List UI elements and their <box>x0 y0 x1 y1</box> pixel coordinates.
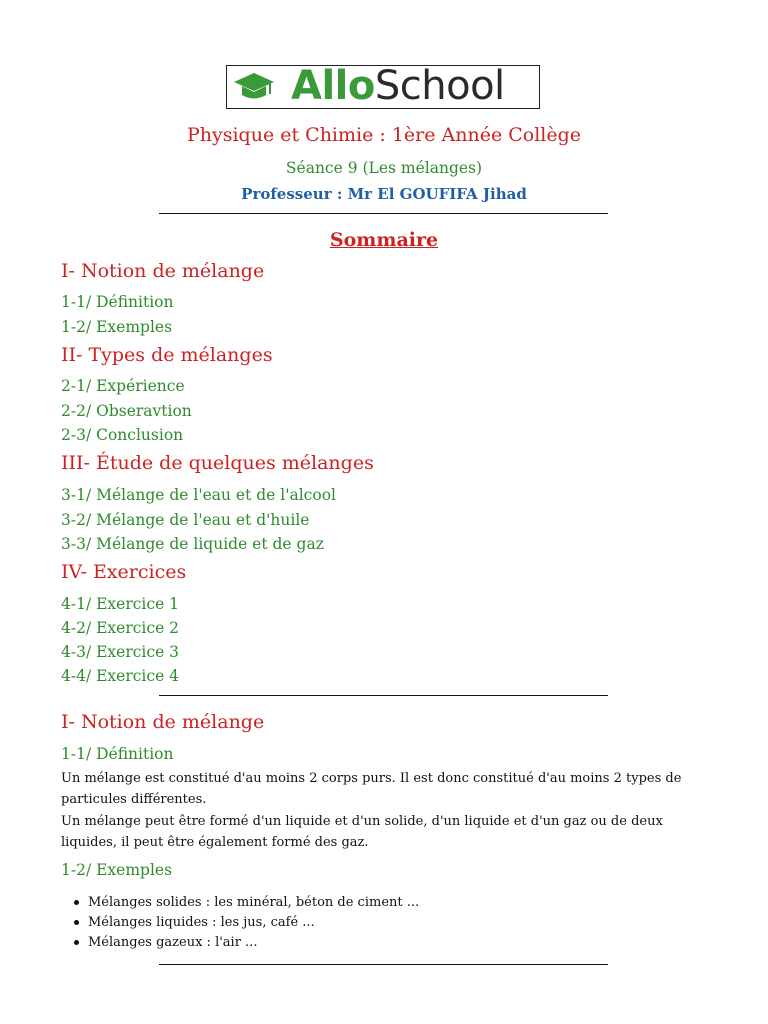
toc-item: 4-4/ Exercice 4 <box>61 667 180 685</box>
document-title: Physique et Chimie : 1ère Année Collège <box>186 124 582 146</box>
bullet-dot <box>74 900 79 905</box>
toc-item: 2-2/ Obseravtion <box>61 402 192 420</box>
graduation-cap-icon <box>233 69 275 105</box>
toc-item: 4-2/ Exercice 2 <box>61 619 180 637</box>
divider <box>159 695 608 696</box>
divider <box>159 213 608 214</box>
toc-item: 3-1/ Mélange de l'eau et de l'alcool <box>61 486 336 504</box>
list-item <box>88 913 419 933</box>
list-item-text: Mélanges gazeux : l'air ... <box>88 935 258 950</box>
toc-item: 3-3/ Mélange de liquide et de gaz <box>61 535 324 553</box>
alloschool-logo <box>226 65 540 109</box>
definition-paragraph: Un mélange est constitué d'au moins 2 corps purs. Il est donc constitué d'au moins 2 types de particules différentes. <box>61 771 682 807</box>
professeur-line: Professeur : Mr El GOUFIFA Jihad <box>241 185 527 203</box>
logo-wordmark <box>291 64 505 108</box>
toc-item: 1-1/ Définition <box>61 293 174 311</box>
subsection-heading: 1-1/ Définition <box>61 745 174 763</box>
section-heading: I- Notion de mélange <box>61 711 265 733</box>
seance-subtitle: Séance 9 (Les mélanges) <box>285 159 483 177</box>
toc-item: 2-3/ Conclusion <box>61 426 184 444</box>
toc-item: 1-2/ Exemples <box>61 318 173 336</box>
toc-section: IV- Exercices <box>61 561 187 583</box>
toc-item: 4-1/ Exercice 1 <box>61 595 180 613</box>
toc-item: 4-3/ Exercice 3 <box>61 643 180 661</box>
subsection-heading: 1-2/ Exemples <box>61 861 173 879</box>
divider <box>159 964 608 965</box>
logo-school: School <box>374 63 505 109</box>
bullet-dot <box>74 940 79 945</box>
toc-section: I- Notion de mélange <box>61 260 265 282</box>
logo-allo: Allo <box>291 63 375 109</box>
definition-paragraph: Un mélange peut être formé d'un liquide et d'un solide, d'un liquide et d'un gaz ou de deux liquides, il peut être également formé des gaz. <box>61 814 663 850</box>
list-item-text: Mélanges solides : les minéral, béton de ciment ... <box>88 895 420 910</box>
toc-item: 2-1/ Expérience <box>61 377 185 395</box>
list-item <box>88 893 419 913</box>
bullet-dot <box>74 920 79 925</box>
toc-item: 3-2/ Mélange de l'eau et d'huile <box>61 511 310 529</box>
toc-section: II- Types de mélanges <box>61 344 273 366</box>
list-item <box>88 933 419 953</box>
sommaire-heading: Sommaire <box>329 229 439 251</box>
list-item-text: Mélanges liquides : les jus, café ... <box>88 915 315 930</box>
toc-section: III- Étude de quelques mélanges <box>61 452 374 474</box>
examples-list <box>88 893 419 953</box>
